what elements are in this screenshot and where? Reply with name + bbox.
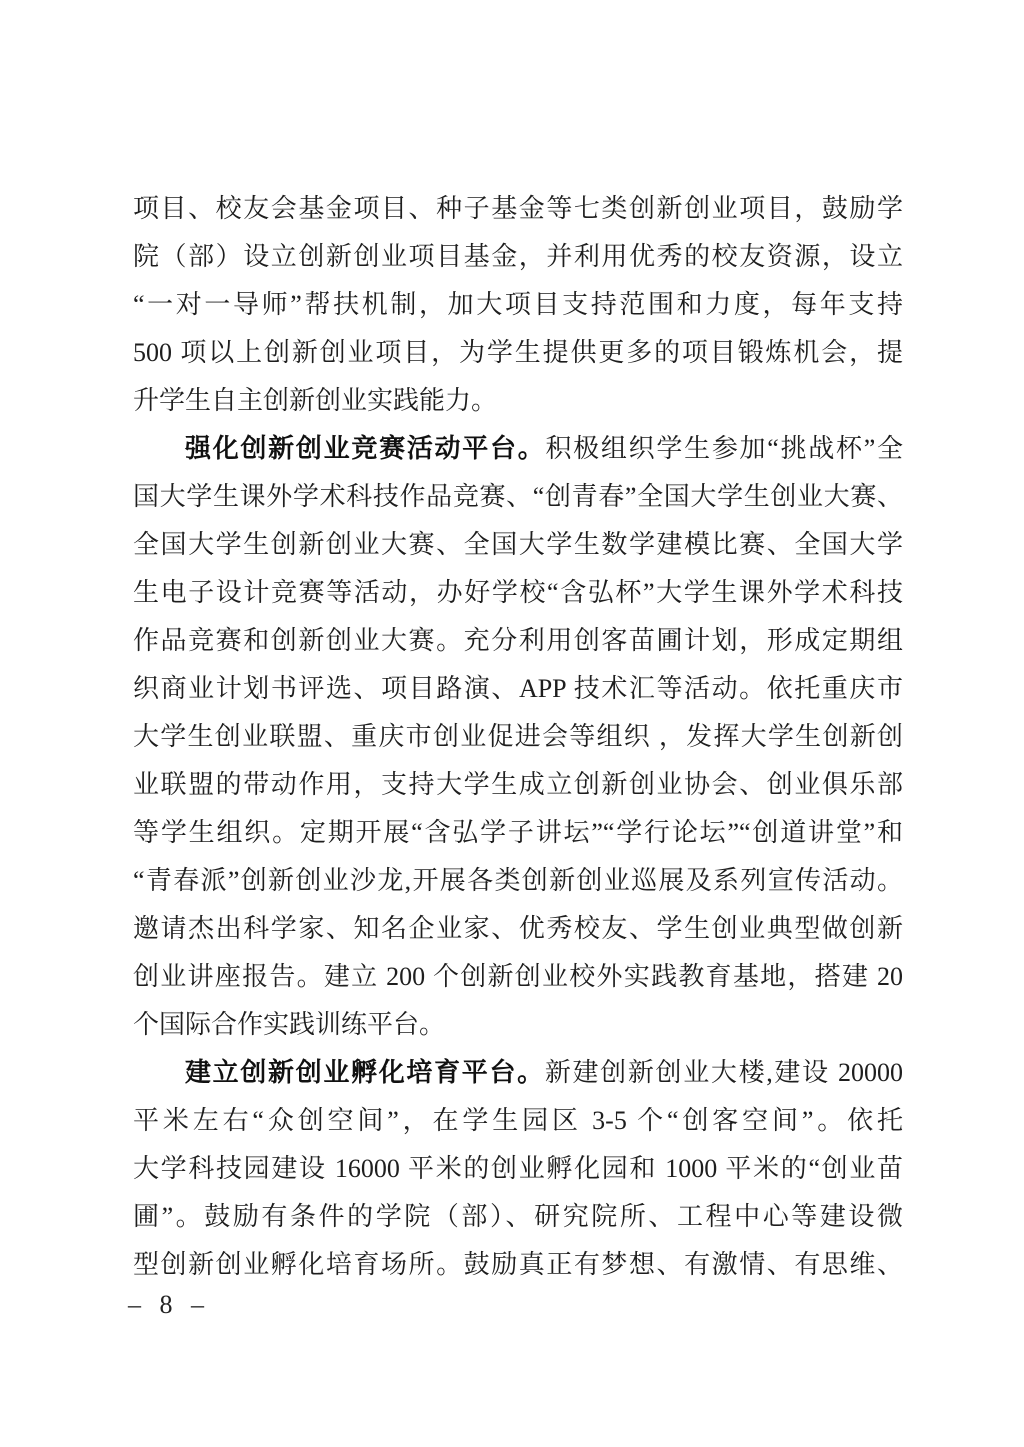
- text-line: [133, 617, 903, 665]
- paragraph: [133, 185, 903, 425]
- text-line: [133, 569, 903, 617]
- bold-heading-run: 建立创新创业孵化培育平台。: [185, 1058, 545, 1087]
- text-run: 个国际合作实践训练平台。: [133, 1010, 446, 1039]
- text-line: [133, 761, 903, 809]
- text-line: [133, 1193, 903, 1241]
- page-number: – 8 –: [128, 1290, 210, 1319]
- text-line: [133, 1241, 903, 1289]
- text-run: 积极组织学生参加“挑战杯”全: [545, 434, 903, 463]
- text-run: 大学科技园建设 16000 平米的创业孵化园和 1000 平米的“创业苗: [133, 1154, 903, 1183]
- text-line: [133, 521, 903, 569]
- text-run: 等学生组织。定期开展“含弘学子讲坛”“学行论坛”“创道讲堂”和: [133, 818, 903, 847]
- text-line: [133, 233, 903, 281]
- text-run: 院（部）设立创新创业项目基金，并利用优秀的校友资源，设立: [133, 242, 903, 271]
- text-line: [133, 185, 903, 233]
- text-run: 业联盟的带动作用，支持大学生成立创新创业协会、创业俱乐部: [133, 770, 903, 799]
- text-run: 型创新创业孵化培育场所。鼓励真正有梦想、有激情、有思维、: [133, 1250, 903, 1279]
- text-line: [133, 713, 903, 761]
- text-run: 作品竞赛和创新创业大赛。充分利用创客苗圃计划，形成定期组: [133, 626, 903, 655]
- bold-heading-run: 强化创新创业竞赛活动平台。: [185, 434, 546, 463]
- text-line: [133, 425, 903, 473]
- text-line: [133, 281, 903, 329]
- text-line: [133, 1001, 903, 1049]
- text-run: 新建创新创业大楼,建设 20000: [544, 1058, 903, 1087]
- text-run: 项目、校友会基金项目、种子基金等七类创新创业项目，鼓励学: [133, 194, 903, 223]
- text-run: 生电子设计竞赛等活动，办好学校“含弘杯”大学生课外学术科技: [133, 578, 903, 607]
- text-run: 圃”。鼓励有条件的学院（部）、研究院所、工程中心等建设微: [133, 1202, 903, 1231]
- text-run: 创业讲座报告。建立 200 个创新创业校外实践教育基地，搭建 20: [133, 962, 903, 991]
- text-line: [133, 905, 903, 953]
- text-run: 国大学生课外学术科技作品竞赛、“创青春”全国大学生创业大赛、: [133, 482, 903, 511]
- text-line: [133, 665, 903, 713]
- text-run: 大学生创业联盟、重庆市创业促进会等组织 ，发挥大学生创新创: [133, 722, 903, 751]
- text-run: 升学生自主创新创业实践能力。: [133, 386, 498, 415]
- text-line: [133, 809, 903, 857]
- text-line: [133, 953, 903, 1001]
- text-line: [133, 1097, 903, 1145]
- text-line: [133, 857, 903, 905]
- text-run: 织商业计划书评选、项目路演、APP 技术汇等活动。依托重庆市: [133, 674, 903, 703]
- paragraph: [133, 1049, 903, 1289]
- text-line: [133, 473, 903, 521]
- text-line: [133, 329, 903, 377]
- text-run: 全国大学生创新创业大赛、全国大学生数学建模比赛、全国大学: [133, 530, 903, 559]
- text-line: [133, 1145, 903, 1193]
- text-line: [133, 1049, 903, 1097]
- text-run: “一对一导师”帮扶机制，加大项目支持范围和力度，每年支持: [133, 290, 903, 319]
- text-run: 500 项以上创新创业项目，为学生提供更多的项目锻炼机会，提: [133, 338, 903, 367]
- text-run: 邀请杰出科学家、知名企业家、优秀校友、学生创业典型做创新: [133, 914, 903, 943]
- paragraph: [133, 425, 903, 1049]
- text-run: “青春派”创新创业沙龙,开展各类创新创业巡展及系列宣传活动。: [133, 866, 903, 895]
- text-run: 平米左右“众创空间”，在学生园区 3-5 个“创客空间”。依托: [133, 1106, 903, 1135]
- text-line: [133, 377, 903, 425]
- document-body: [133, 185, 903, 1289]
